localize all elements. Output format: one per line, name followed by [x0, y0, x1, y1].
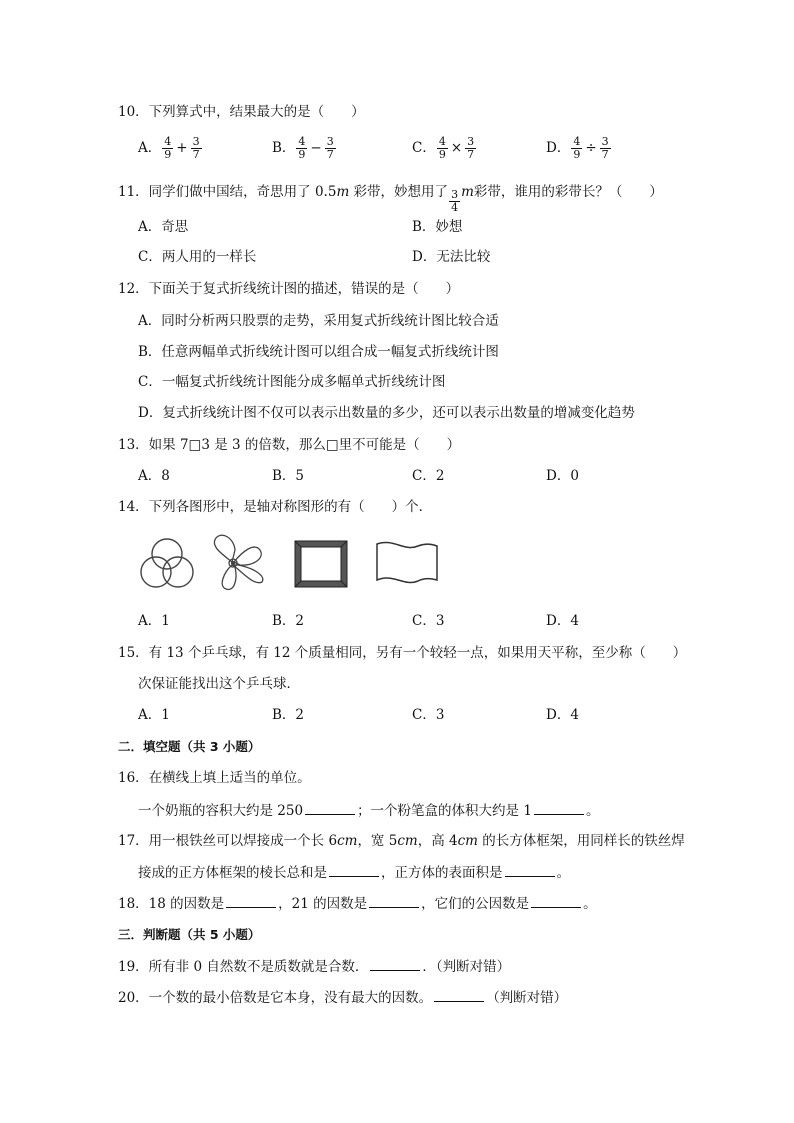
- q18-blank-1[interactable]: [226, 893, 276, 908]
- q17-blank-1[interactable]: [329, 862, 379, 877]
- q14-option-a[interactable]: A．1: [138, 613, 170, 629]
- trefoil-knot-figure: [138, 534, 196, 592]
- question-14-stem: 14．下列各图形中，是轴对称图形的有（ ）个．: [118, 499, 433, 515]
- square-frame-figure: [294, 540, 348, 588]
- q14-option-d[interactable]: D．4: [546, 613, 579, 629]
- question-12-stem: 12．下面关于复式折线统计图的描述，错误的是（ ）: [118, 281, 460, 297]
- q11-option-b[interactable]: B．妙想: [412, 219, 463, 235]
- q10-option-b[interactable]: B． $\frac{4}{9}$ − $\frac{3}{7}$: [272, 135, 334, 161]
- fan-blade-figure: [202, 532, 266, 592]
- question-18: 18．18 的因数是 ，21 的因数是 ，它们的公因数是 。: [118, 893, 597, 914]
- section-true-false-heading: 三．判断题（共 5 小题）: [118, 927, 261, 942]
- q13-option-a[interactable]: A．8: [138, 468, 170, 484]
- q17-blank-2[interactable]: [505, 862, 555, 877]
- question-13-stem: 13．如果 7□3 是 3 的倍数，那么□里不可能是（ ）: [118, 437, 461, 453]
- q14-option-c[interactable]: C．3: [412, 613, 445, 629]
- q13-option-d[interactable]: D．0: [546, 468, 579, 484]
- q15-option-d[interactable]: D．4: [546, 707, 579, 723]
- question-11-stem: 11．同学们做中国结，奇思用了 0.5m 彩带，妙想用了 $\frac{3}{4}$ m彩带，谁用的彩带长？（ ）: [118, 184, 663, 214]
- q11-option-c[interactable]: C．两人用的一样长: [138, 249, 257, 265]
- section-fill-in-heading: 二．填空题（共 3 小题）: [118, 739, 261, 754]
- q12-option-c[interactable]: C．一幅复式折线统计图能分成多幅单式折线统计图: [138, 374, 446, 390]
- q15-option-a[interactable]: A．1: [138, 707, 170, 723]
- q16-blank-1[interactable]: [305, 800, 355, 815]
- q20-blank[interactable]: [434, 987, 484, 1002]
- q12-option-a[interactable]: A．同时分析两只股票的走势，采用复式折线统计图比较合适: [138, 313, 499, 329]
- q10-option-c[interactable]: C． $\frac{4}{9}$ × $\frac{3}{7}$: [412, 135, 475, 161]
- q10-option-d[interactable]: D． $\frac{4}{9}$ ÷ $\frac{3}{7}$: [546, 135, 609, 161]
- q19-blank[interactable]: [370, 956, 420, 971]
- q14-option-b[interactable]: B．2: [272, 613, 305, 629]
- q16-blank-2[interactable]: [534, 800, 584, 815]
- question-17-stem: 17．用一根铁丝可以焊接成一个长 6cm，宽 5cm，高 4cm 的长方体框架，用同样长的铁丝焊: [118, 833, 685, 849]
- question-17-blanks: 接成的正方体框架的棱长总和是 ，正方体的表面积是 。: [138, 862, 570, 883]
- q15-option-c[interactable]: C．3: [412, 707, 445, 723]
- question-20: 20．一个数的最小倍数是它本身，没有最大的因数。 （判断对错）: [118, 987, 567, 1008]
- question-15-stem-cont: 次保证能找出这个乒乓球．: [138, 676, 300, 692]
- q10-option-a[interactable]: A． $\frac{4}{9}$ + $\frac{3}{7}$: [138, 135, 200, 161]
- q11-option-a[interactable]: A．奇思: [138, 219, 189, 235]
- question-19: 19．所有非 0 自然数不是质数就是合数． ．（判断对错）: [118, 956, 510, 977]
- q13-option-b[interactable]: B．5: [272, 468, 305, 484]
- wavy-flag-figure: [374, 540, 440, 588]
- q12-option-d[interactable]: D．复式折线统计图不仅可以表示出数量的多少，还可以表示出数量的增减变化趋势: [138, 405, 635, 421]
- q13-option-c[interactable]: C．2: [412, 468, 445, 484]
- q12-option-b[interactable]: B．任意两幅单式折线统计图可以组合成一幅复式折线统计图: [138, 344, 499, 360]
- q11-option-d[interactable]: D．无法比较: [412, 249, 491, 265]
- question-16-stem: 16．在横线上填上适当的单位。: [118, 770, 311, 786]
- q18-blank-3[interactable]: [531, 893, 581, 908]
- question-10-stem: 10．下列算式中，结果最大的是（ ）: [118, 104, 365, 120]
- q18-blank-2[interactable]: [369, 893, 419, 908]
- question-15-stem: 15．有 13 个乒乓球，有 12 个质量相同，另有一个较轻一点，如果用天平称，至少称（ ）: [118, 645, 687, 661]
- question-16-blanks: 一个奶瓶的容积大约是 250 ；一个粉笔盒的体积大约是 1 。: [138, 800, 599, 821]
- q15-option-b[interactable]: B．2: [272, 707, 305, 723]
